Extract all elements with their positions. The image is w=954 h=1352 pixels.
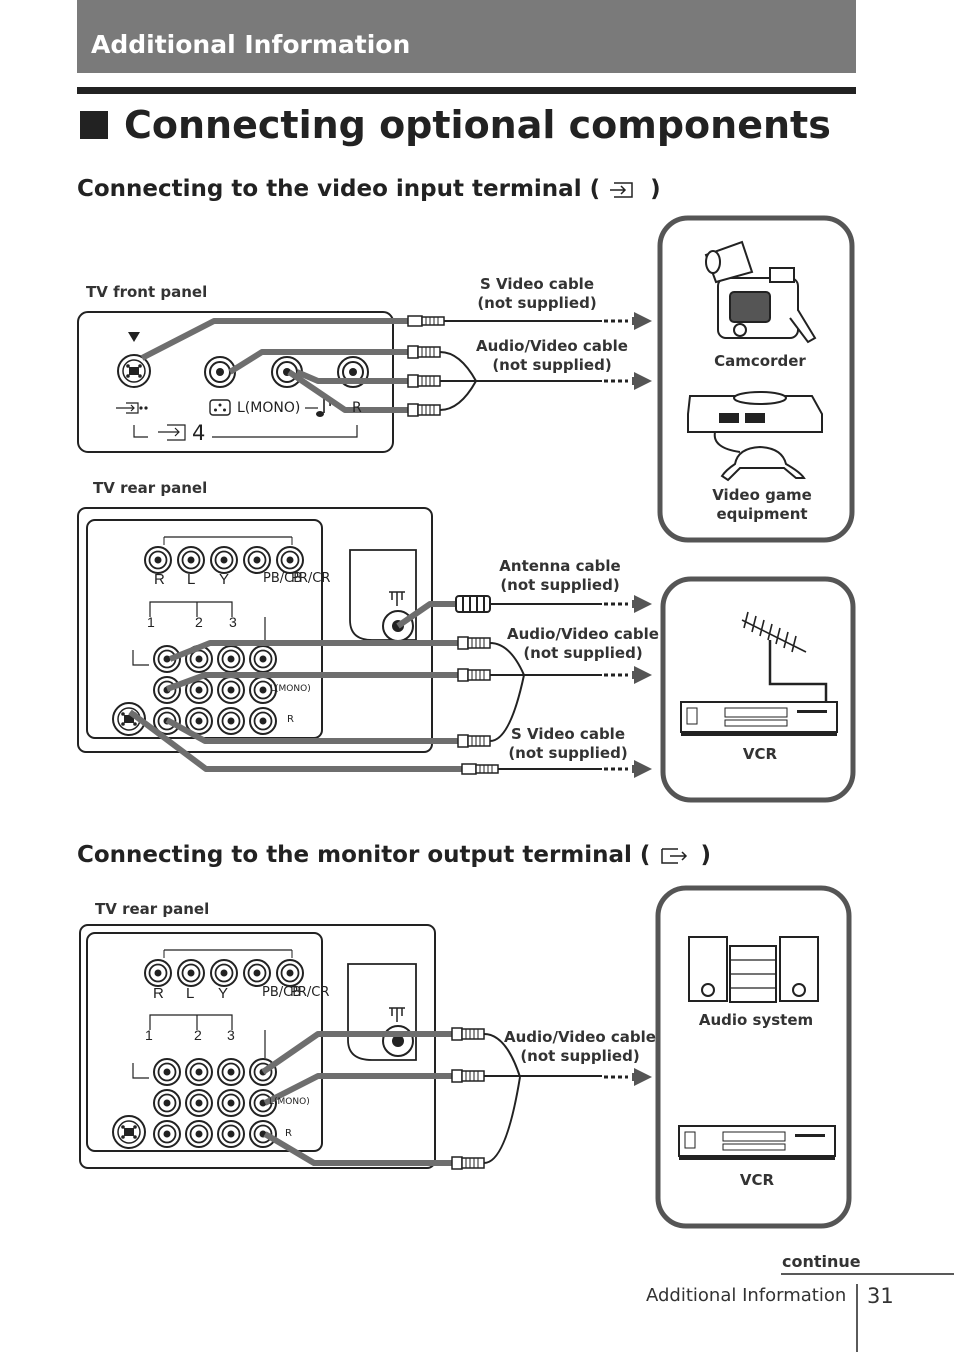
audio-system-label: Audio system <box>698 1011 814 1029</box>
s-video-cable-rear-line2: (not supplied) <box>508 744 628 762</box>
rear2-label-l: L <box>186 985 195 1002</box>
front-panel-l-mono: L(MONO) <box>237 400 301 416</box>
rear1-label-pr: PR/CR <box>291 571 331 586</box>
vcr-antenna-box <box>663 579 853 800</box>
rear1-r: R <box>287 714 294 725</box>
s-video-cable-front-label <box>467 275 607 313</box>
rear2-r: R <box>285 1128 292 1139</box>
rear2-input-2: 2 <box>194 1027 202 1043</box>
av-cable-output-line2: (not supplied) <box>520 1047 640 1065</box>
video-game-line1: Video game <box>712 486 812 504</box>
av-cable-rear-line2: (not supplied) <box>523 644 643 662</box>
rear2-input-1: 1 <box>145 1027 153 1043</box>
tv-rear-panel-label-2: TV rear panel <box>95 900 210 918</box>
rear2-label-y: Y <box>218 985 229 1002</box>
antenna-cable-label <box>490 557 630 595</box>
camcorder-label: Camcorder <box>714 352 806 370</box>
antenna-cable-line1: Antenna cable <box>499 557 621 575</box>
video-input-heading-text: Connecting to the video input terminal ( <box>77 176 601 202</box>
rear2-label-r: R <box>153 985 164 1002</box>
monitor-output-heading-close: ) <box>700 842 711 868</box>
rear1-label-l: L <box>187 571 196 588</box>
page-title-text: Connecting optional components <box>124 103 831 147</box>
rear1-l-mono: L(MONO) <box>270 684 311 694</box>
s-video-cable-rear-label <box>498 725 638 763</box>
tv-rear-panel-label-1: TV rear panel <box>93 479 208 497</box>
av-cable-rear-label <box>503 625 663 663</box>
rear1-input-1: 1 <box>147 614 155 630</box>
front-panel-r: R <box>352 400 362 416</box>
vcr-label-1: VCR <box>742 745 778 763</box>
av-cable-output-label <box>500 1028 660 1066</box>
video-game-line2: equipment <box>716 505 808 523</box>
rear1-input-2: 2 <box>195 614 203 630</box>
audio-system-image <box>689 937 818 1002</box>
av-cable-front-line2: (not supplied) <box>492 356 612 374</box>
footer-section-label: Additional Information <box>646 1285 847 1306</box>
tv-front-panel-label: TV front panel <box>86 283 208 301</box>
front-panel-input-number: 4 <box>192 421 206 445</box>
av-cable-output-line1: Audio/Video cable <box>504 1028 656 1046</box>
video-input-heading-close: ) <box>650 176 661 202</box>
s-video-cable-front-line1: S Video cable <box>479 275 595 293</box>
s-video-cable-front-line2: (not supplied) <box>477 294 597 312</box>
vcr-label-2: VCR <box>739 1171 775 1189</box>
rear1-label-pb: PB/CB <box>263 571 303 586</box>
rear1-label-y: Y <box>219 571 230 588</box>
rear2-input-3: 3 <box>227 1027 235 1043</box>
section-header-label: Additional Information <box>91 30 411 59</box>
s-video-cable-rear-line1: S Video cable <box>510 725 626 743</box>
monitor-output-heading-text: Connecting to the monitor output terminal ( <box>77 842 651 868</box>
antenna-cable-line2: (not supplied) <box>500 576 620 594</box>
rear1-label-r: R <box>154 571 165 588</box>
antenna-plug <box>456 596 490 612</box>
av-cable-front-label <box>472 337 632 375</box>
av-cable-front-line1: Audio/Video cable <box>476 337 628 355</box>
rear2-l-mono: L(MONO) <box>269 1097 310 1107</box>
continue-label: continue <box>782 1252 861 1271</box>
rear2-label-pb: PB/CB <box>262 985 302 1000</box>
page-number: 31 <box>867 1284 894 1308</box>
video-game-label <box>700 486 824 524</box>
av-cable-rear-line1: Audio/Video cable <box>507 625 659 643</box>
rear1-input-3: 3 <box>229 614 237 630</box>
rear2-label-pr: PR/CR <box>290 985 330 1000</box>
